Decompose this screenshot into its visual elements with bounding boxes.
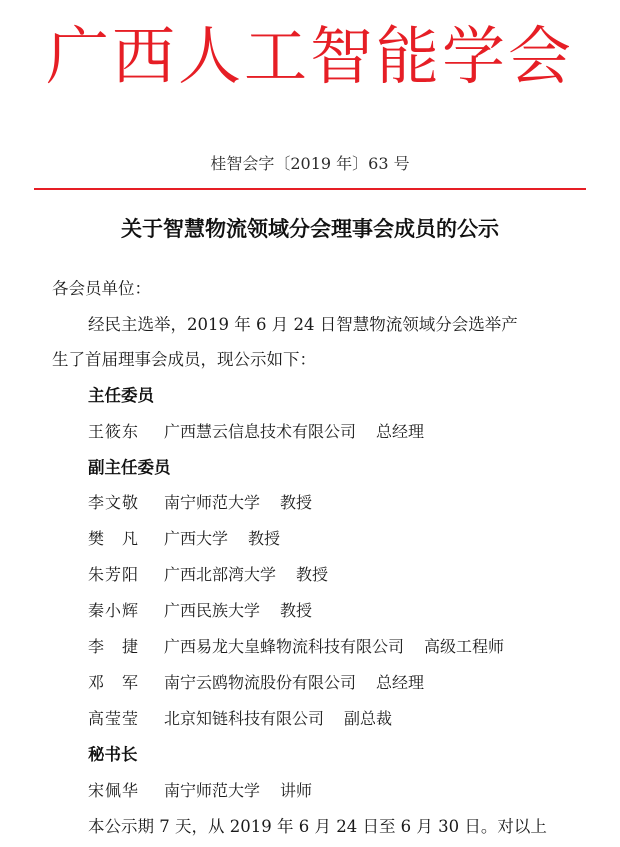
- member-title: 总经理: [376, 422, 425, 441]
- notice-title: 关于智慧物流领域分会理事会成员的公示: [121, 217, 499, 241]
- member-title: 教授: [296, 565, 329, 584]
- member-row: [88, 634, 504, 660]
- salutation: 各会员单位：: [52, 279, 151, 298]
- header-divider: [34, 188, 586, 190]
- member-title: 教授: [280, 601, 313, 620]
- member-row: [88, 562, 328, 588]
- document-number: 桂智会字〔2019 年〕63 号: [210, 154, 410, 173]
- member-org: 北京知链科技有限公司: [164, 709, 325, 728]
- member-org: 广西大学: [164, 529, 229, 548]
- member-name: 王筱东: [88, 422, 140, 441]
- intro-paragraph-line-2: 生了首届理事会成员，现公示如下：: [52, 350, 316, 369]
- member-row: [88, 598, 312, 624]
- member-name: 高莹莹: [88, 709, 140, 728]
- section-heading-director: 主任委员: [88, 386, 154, 405]
- member-row: [88, 526, 280, 552]
- member-name: 李 捷: [88, 637, 140, 656]
- member-row: [88, 490, 312, 516]
- member-org: 广西民族大学: [164, 601, 261, 620]
- member-name: 邓 军: [88, 673, 140, 692]
- member-org: 南宁云鸥物流股份有限公司: [164, 673, 357, 692]
- section-heading-vice-directors: 副主任委员: [88, 458, 171, 477]
- member-name: 李文敬: [88, 493, 140, 512]
- member-title: 高级工程师: [424, 637, 505, 656]
- org-header-title: 广西人工智能学会: [46, 20, 574, 93]
- member-title: 副总裁: [344, 709, 393, 728]
- member-org: 南宁师范大学: [164, 493, 261, 512]
- member-row: [88, 670, 424, 696]
- member-org: 广西慧云信息技术有限公司: [164, 422, 357, 441]
- member-row: [88, 706, 392, 732]
- member-org: 广西北部湾大学: [164, 565, 277, 584]
- intro-paragraph-line-1: 经民主选举，2019 年 6 月 24 日智慧物流领域分会选举产: [88, 315, 518, 334]
- member-name: 秦小辉: [88, 601, 140, 620]
- closing-paragraph-line: 本公示期 7 天，从 2019 年 6 月 24 日至 6 月 30 日。对以上: [88, 817, 547, 836]
- member-row: [88, 419, 424, 445]
- member-title: 讲师: [280, 781, 313, 800]
- member-title: 教授: [280, 493, 313, 512]
- member-name: 樊 凡: [88, 529, 140, 548]
- member-name: 朱芳阳: [88, 565, 140, 584]
- member-title: 教授: [248, 529, 281, 548]
- member-org: 南宁师范大学: [164, 781, 261, 800]
- member-org: 广西易龙大皇蜂物流科技有限公司: [164, 637, 405, 656]
- member-name: 宋佩华: [88, 781, 140, 800]
- member-row: [88, 778, 312, 804]
- member-title: 总经理: [376, 673, 425, 692]
- section-heading-secretary: 秘书长: [88, 745, 138, 764]
